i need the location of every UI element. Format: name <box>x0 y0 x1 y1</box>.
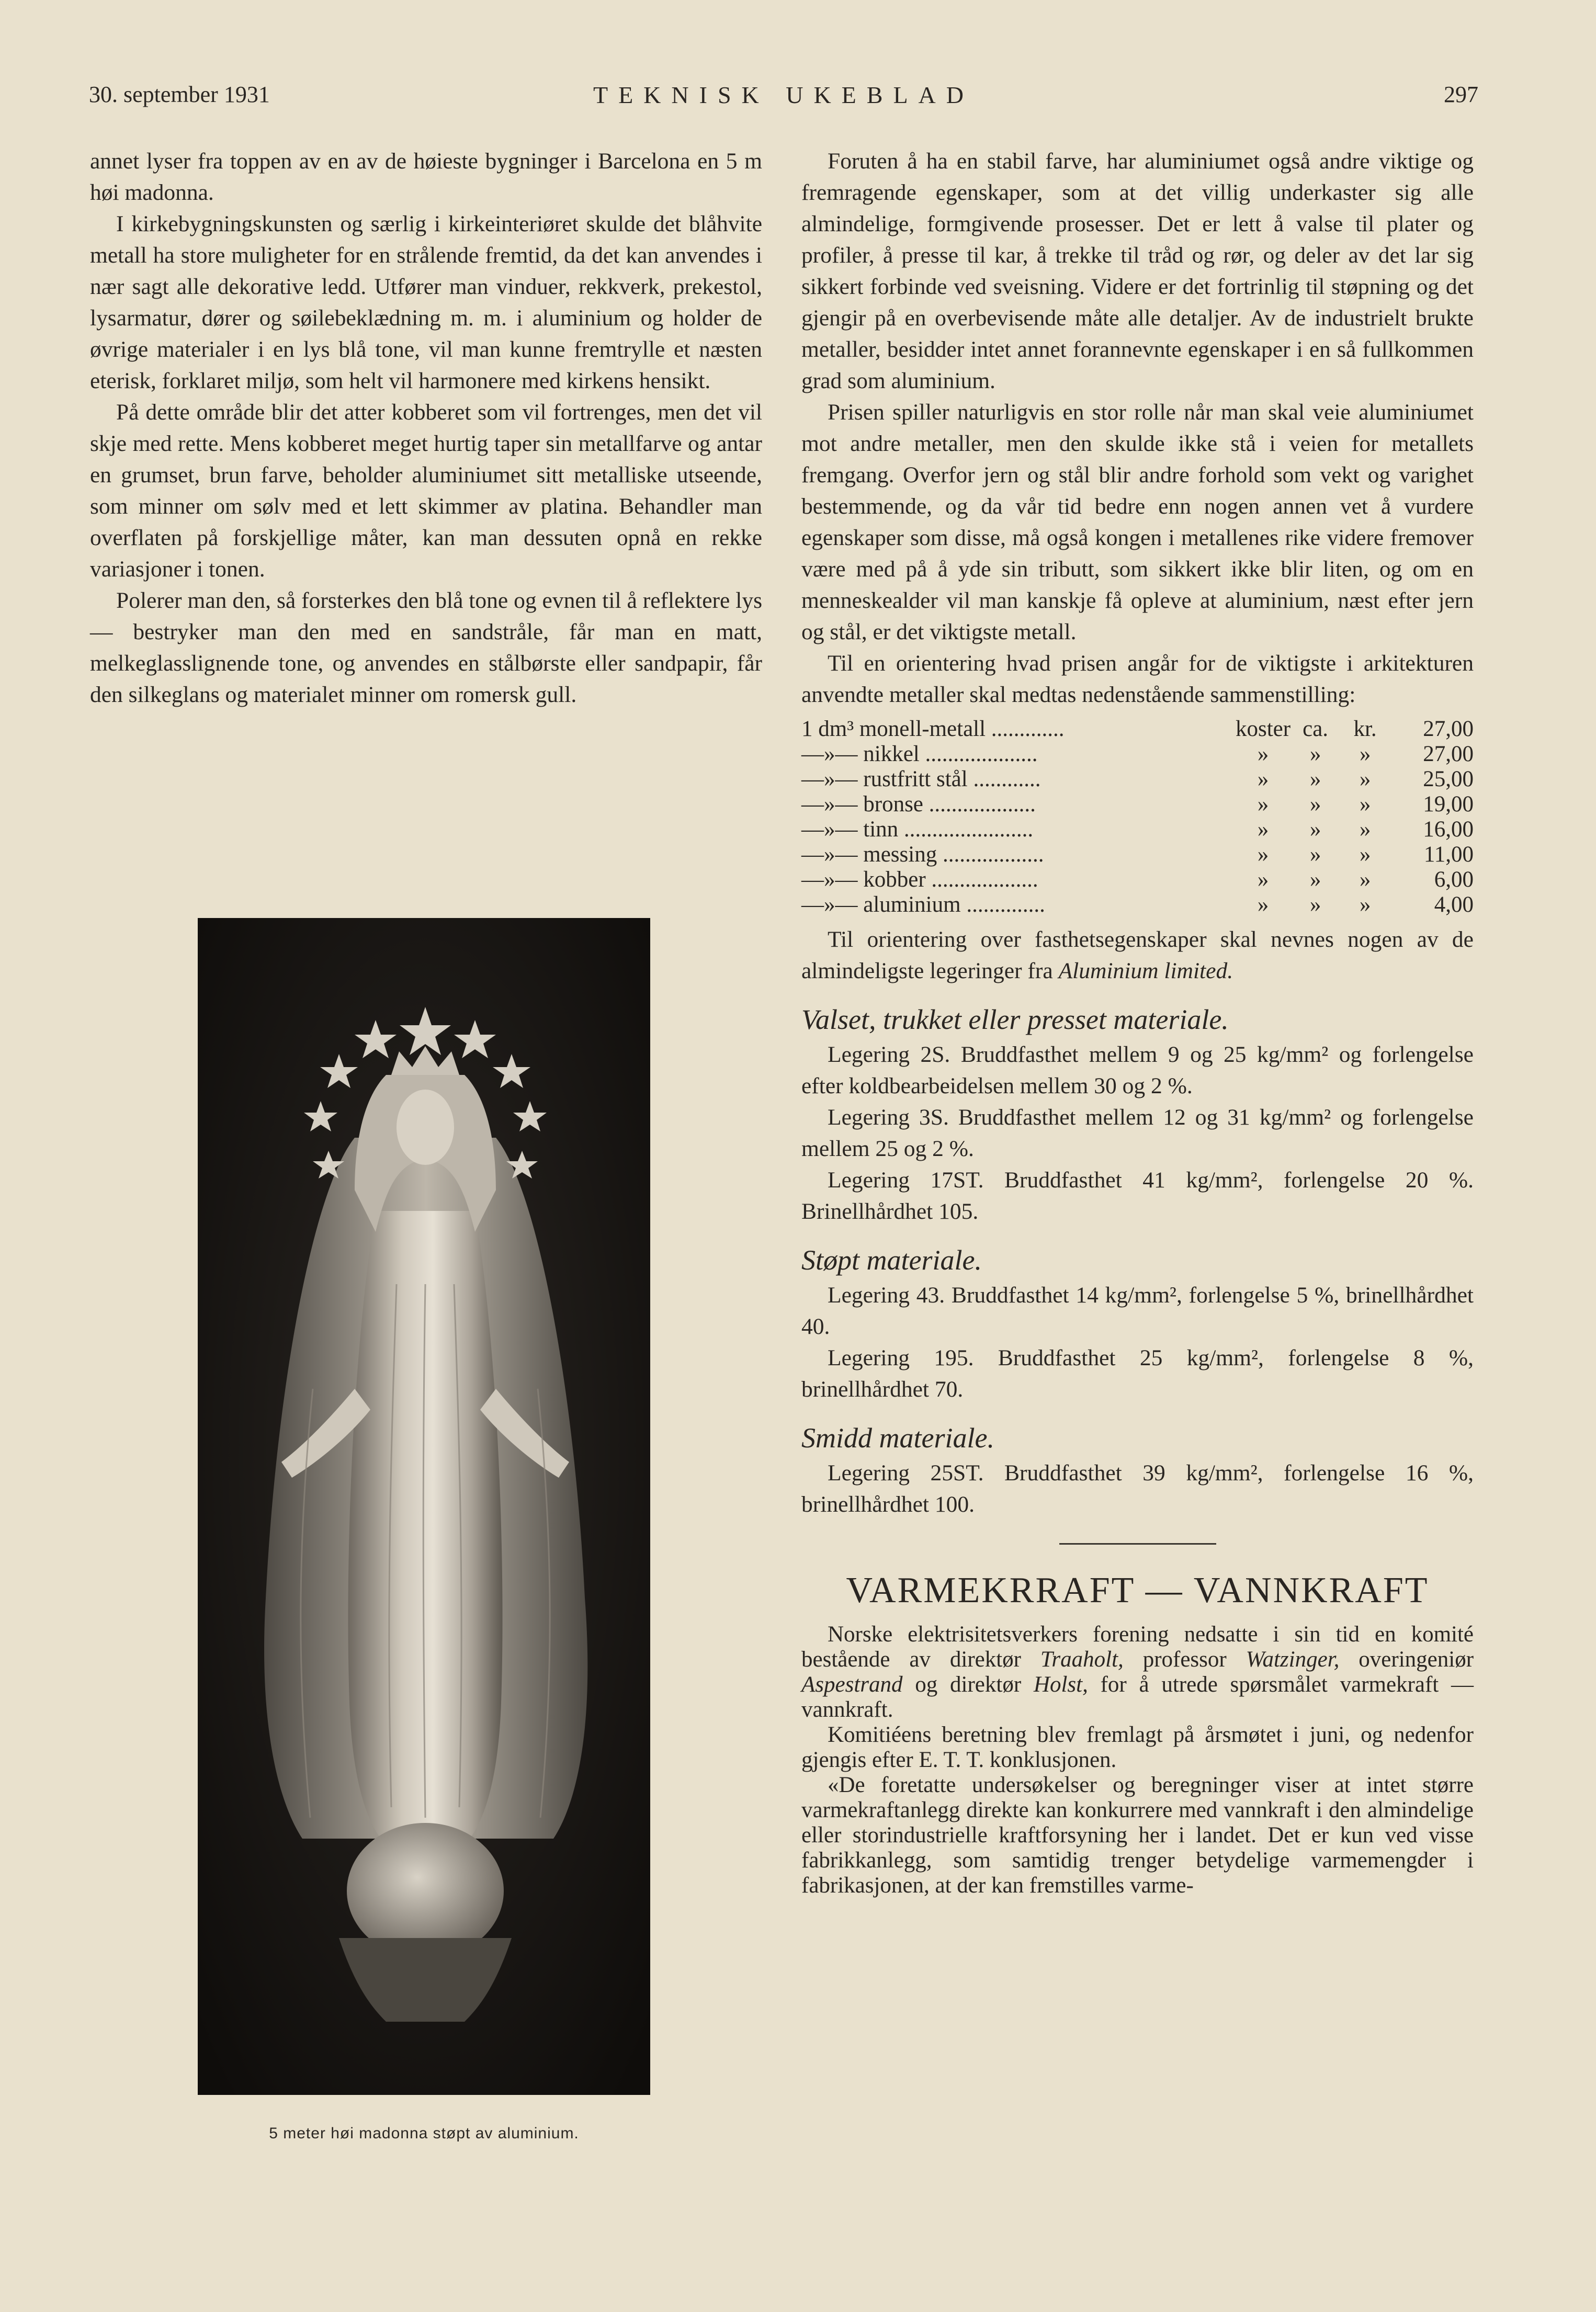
price-unit: » <box>1257 792 1269 817</box>
price-value: 27,00 <box>1423 742 1474 766</box>
price-value: 6,00 <box>1434 867 1474 892</box>
section-heading-forged: Smidd materiale. <box>801 1422 994 1454</box>
paragraph: Polerer man den, så forsterkes den blå tone og evnen til å reflektere lys — bestryker man den med en sandstråle, får man en matt, melkeglasslignende tone, og anvendes en stålbørste eller sandpapir, får den silkeglans og materialet minner om romersk gull. <box>90 588 762 707</box>
article-paragraph: Komitiéens beretning blev fremlagt på årsmøtet i juni, og nedenfor gjengis efter E. T. T. konklusjonen. <box>801 1722 1474 1772</box>
metal-label: 1 dm³ monell-metall <box>801 717 986 741</box>
leader-dots: ................... <box>923 792 1036 817</box>
price-value: 27,00 <box>1423 717 1474 741</box>
leader-dots: .................... <box>919 742 1038 766</box>
strength-intro-text: Til orientering over fasthetsegenskaper skal nevnes nogen av de almindeligste legeringer fra <box>801 927 1474 983</box>
price-unit: » <box>1257 842 1269 867</box>
metal-label: —»— aluminium <box>801 892 961 917</box>
price-unit: » <box>1359 767 1371 791</box>
price-unit: » <box>1309 892 1321 917</box>
article-paragraph: «De foretatte undersøkelser og beregninger viser at intet større varmekraftanlegg direkte kan konkurrere med vannkraft i den almindelige eller storindustrielle kraftforsyning her i landet. Det er kun ved visse fabrikkanlegg, som samtidig trenger betydelige varmemengder i fabrikasjonen, at der kan fremstilles varme- <box>801 1773 1474 1898</box>
price-row <box>801 867 1474 892</box>
alloy-item: Legering 2S. Bruddfasthet mellem 9 og 25 kg/mm² og forlengelse efter koldbearbeidelsen mellem 30 og 2 %. <box>801 1042 1474 1098</box>
price-row <box>801 742 1474 767</box>
metal-name <box>801 842 1236 867</box>
price-row <box>801 792 1474 817</box>
metal-name <box>801 717 1236 742</box>
article-title: VARMEKRRAFT — VANNKRAFT <box>846 1570 1429 1611</box>
price-unit: » <box>1359 742 1371 766</box>
paragraph: I kirkebygningskunsten og særlig i kirkeinteriøret skulde det blåhvite metall ha store muligheter for en strålende fremtid, da det kan anvendes i nær sagt alle dekorative ledd. Utfører man vinduer, rekkverk, prekestol, lysarmatur, dører og søilebeklædning m. m. i aluminium og holder de øvrige materialer i en lys blå tone, vil man kunne fremtrylle et næsten eterisk, forklaret miljø, som helt vil harmonere med kirkens hensikt. <box>90 211 762 393</box>
alloy-item: Legering 17ST. Bruddfasthet 41 kg/mm², forlengelse 20 %. Brinellhårdhet 105. <box>801 1168 1474 1224</box>
price-row <box>801 842 1474 867</box>
text-run: Norske elektrisitetsverkers forening nedsatte i sin tid en komité bestående av direktør <box>801 1622 1474 1672</box>
article-paragraph <box>801 1622 1474 1722</box>
price-unit: » <box>1359 867 1371 892</box>
price-unit: » <box>1359 792 1371 817</box>
paragraph: Prisen spiller naturligvis en stor rolle når man skal veie aluminiumet mot andre metaller, men den skulde ikke stå i veien for metallets fremgang. Overfor jern og stål blir andre forhold som vekt og varighet bestemmende, og da vår tid bedre enn nogen annen vet å vurdere egenskaper som disse, må også kongen i metallenes rike videre fremover være med på å yde sin tributt, som sikkert ikke blir liten, og om en menneskealder vil man kanskje få opleve at aluminium, næst efter jern og stål, er det viktigste metall. <box>801 400 1474 644</box>
paragraph: Til en orientering hvad prisen angår for de viktigste i arkitekturen anvendte metaller skal medtas nedenstående sammenstilling: <box>801 651 1474 707</box>
metal-name <box>801 767 1236 792</box>
price-unit: » <box>1309 817 1321 842</box>
price-unit: » <box>1309 792 1321 817</box>
metal-label: —»— messing <box>801 842 937 867</box>
price-value: 25,00 <box>1423 767 1474 791</box>
leader-dots: .............. <box>960 892 1045 917</box>
text-run: for å utrede spørsmålet varmekraft — vannkraft. <box>801 1672 1474 1722</box>
price-value: 4,00 <box>1434 892 1474 917</box>
price-unit: » <box>1257 817 1269 842</box>
journal-title: TEKNISK UKEBLAD <box>593 82 974 108</box>
leader-dots: ............ <box>967 767 1041 791</box>
price-value: 16,00 <box>1423 817 1474 842</box>
metal-name <box>801 792 1236 817</box>
paragraph: annet lyser fra toppen av en av de høieste bygninger i Barcelona en 5 m høi madonna. <box>90 149 762 205</box>
metal-label: —»— tinn <box>801 817 899 842</box>
price-row <box>801 817 1474 842</box>
metal-name <box>801 867 1236 892</box>
leader-dots: ............. <box>986 717 1065 741</box>
section-heading-rolled: Valset, trukket eller presset materiale. <box>801 1004 1229 1035</box>
left-column <box>90 145 762 710</box>
person-name: Traaholt, <box>1040 1647 1124 1672</box>
price-unit: koster <box>1236 717 1291 741</box>
paragraph: Foruten å ha en stabil farve, har aluminiumet også andre viktige og fremragende egenskaper, som at det villig underkaster sig alle almindelige, formgivende prosesser. Det er lett å valse til plater og profiler, å presse til kar, å trekke til tråd og rør, og deler av det lar sig sikkert forbinde ved sveisning. Videre er det fortrinlig til støpning og det gjengir på en overbevisende måte alle detaljer. Av de industrielt brukte metaller, besidder intet annet forannevnte egenskaper i en så fullkommen grad som aluminium. <box>801 149 1474 393</box>
price-value: 19,00 <box>1423 792 1474 817</box>
metal-name <box>801 742 1236 767</box>
leader-dots: ....................... <box>898 817 1034 842</box>
issue-date: 30. september 1931 <box>89 82 270 107</box>
person-name: Watzinger, <box>1246 1647 1340 1672</box>
person-name: Holst, <box>1033 1672 1088 1697</box>
alloy-item: Legering 3S. Bruddfasthet mellem 12 og 31 kg/mm² og forlengelse mellem 25 og 2 %. <box>801 1105 1474 1161</box>
price-row <box>801 767 1474 792</box>
madonna-photo <box>198 918 650 2095</box>
section-heading-cast: Støpt materiale. <box>801 1244 982 1276</box>
price-unit: » <box>1257 767 1269 791</box>
price-row <box>801 717 1474 742</box>
metal-label: —»— nikkel <box>801 742 920 766</box>
price-rows <box>801 717 1474 917</box>
price-value: 11,00 <box>1423 842 1474 867</box>
section-divider <box>1059 1543 1216 1545</box>
price-row <box>801 892 1474 917</box>
metal-label: —»— kobber <box>801 867 926 892</box>
price-unit: » <box>1359 842 1371 867</box>
price-unit: kr. <box>1353 717 1377 741</box>
text-run: og direktør <box>902 1672 1034 1697</box>
person-name: Aspestrand <box>801 1672 903 1697</box>
price-unit: » <box>1309 842 1321 867</box>
metal-name <box>801 817 1236 842</box>
price-unit: » <box>1309 742 1321 766</box>
text-run: professor <box>1123 1647 1246 1672</box>
alloy-item: Legering 195. Bruddfasthet 25 kg/mm², forlengelse 8 %, brinellhårdhet 70. <box>801 1345 1474 1402</box>
page-header <box>89 81 1478 118</box>
price-unit: ca. <box>1303 717 1329 741</box>
price-unit: » <box>1309 767 1321 791</box>
price-unit: » <box>1257 892 1269 917</box>
leader-dots: ................... <box>925 867 1038 892</box>
madonna-statue-image <box>198 918 650 2095</box>
price-unit: » <box>1257 742 1269 766</box>
page-number: 297 <box>1444 82 1478 107</box>
price-unit: » <box>1257 867 1269 892</box>
alloy-item: Legering 43. Bruddfasthet 14 kg/mm², forlengelse 5 %, brinellhårdhet 40. <box>801 1283 1474 1339</box>
alloy-item: Legering 25ST. Bruddfasthet 39 kg/mm², forlengelse 16 %, brinellhårdhet 100. <box>801 1460 1474 1517</box>
paragraph: På dette område blir det atter kobberet som vil fortrenges, men det vil skje med rette. Mens kobberet meget hurtig taper sin metallfarve og antar en grumset, brun farve, beholder aluminiumet sitt metalliske utseende, som minner om sølv med et lett skimmer av platina. Behandler man overflaten på forskjellige måter, kan man dessuten opnå en rekke variasjoner i tonen. <box>90 400 762 582</box>
metal-label: —»— rustfritt stål <box>801 767 968 791</box>
source-name: Aluminium limited. <box>1058 958 1233 983</box>
right-column <box>801 145 1474 1898</box>
metal-label: —»— bronse <box>801 792 923 817</box>
leader-dots: .................. <box>937 842 1044 867</box>
price-unit: » <box>1359 817 1371 842</box>
price-unit: » <box>1309 867 1321 892</box>
text-run: overingeniør <box>1339 1647 1474 1672</box>
figure-caption: 5 meter høi madonna støpt av aluminium. <box>269 2125 579 2142</box>
metal-name <box>801 892 1236 917</box>
price-unit: » <box>1359 892 1371 917</box>
metal-price-table <box>801 717 1474 917</box>
strength-intro <box>801 924 1474 987</box>
